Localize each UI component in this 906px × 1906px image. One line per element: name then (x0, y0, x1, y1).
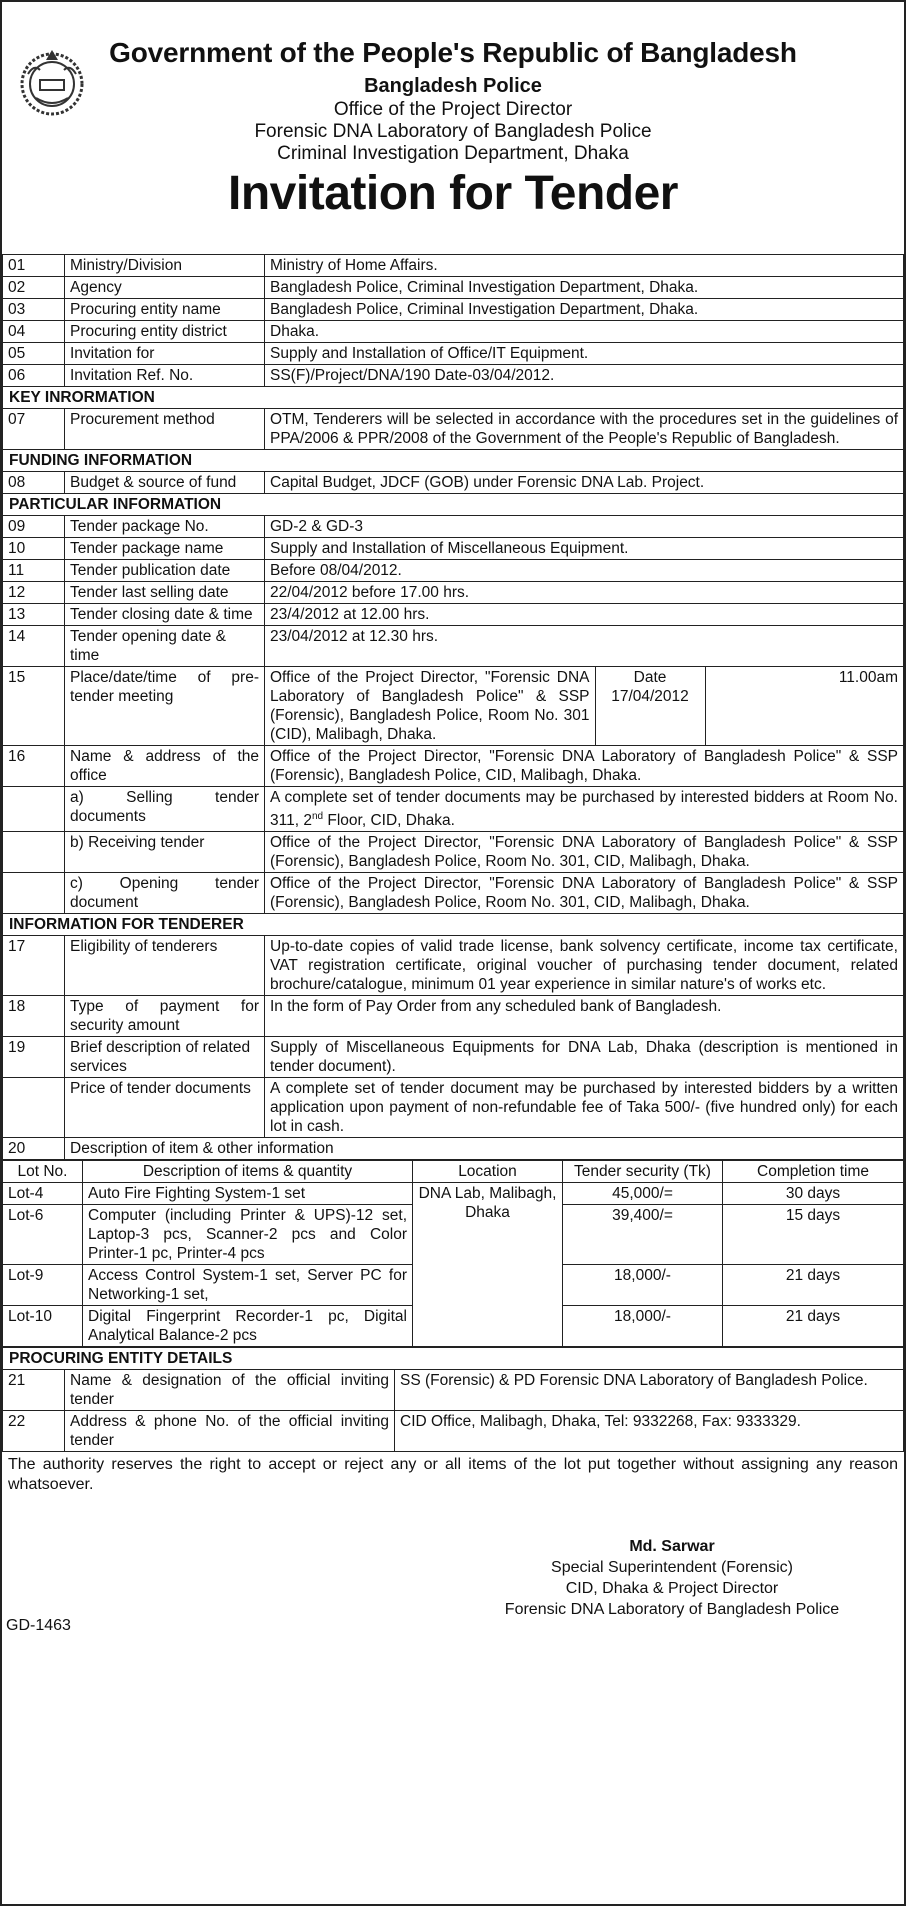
signatory-designation: Special Superintendent (Forensic) (551, 1559, 793, 1577)
table-row: 19 Brief description of related services Supply of Miscellaneous Equipments for DNA Lab, Dhaka (description is mentioned in tender document). (3, 1037, 904, 1078)
police-emblem-icon (14, 44, 90, 120)
procuring-table (2, 1347, 904, 1452)
table-row: 16 Name & address of the office Office of the Project Director, "Forensic DNA Laboratory of Bangladesh Police" & SSP (Forensic), Bangladesh Police, CID, Malibagh, Dhaka. (3, 746, 904, 787)
section-funding: FUNDING INFORMATION (3, 450, 904, 472)
lot-row: Lot-10 Digital Fingerprint Recorder-1 pc, Digital Analytical Balance-2 pcs 18,000/- 21 days (3, 1306, 904, 1347)
table-row: 22 Address & phone No. of the official inviting tender CID Office, Malibagh, Dhaka, Tel: 9332268, Fax: 9333329. (3, 1411, 904, 1452)
lot-row: Lot-9 Access Control System-1 set, Server PC for Networking-1 set, 18,000/- 21 days (3, 1265, 904, 1306)
table-row: 05 Invitation for Supply and Installation of Office/IT Equipment. (3, 343, 904, 365)
table-row: 11 Tender publication date Before 08/04/2012. (3, 560, 904, 582)
signatory-name: Md. Sarwar (629, 1538, 715, 1556)
office-line: Office of the Project Director (333, 98, 573, 120)
tender-table (2, 254, 904, 1160)
signatory-office: CID, Dhaka & Project Director (565, 1580, 779, 1598)
table-row: Price of tender documents A complete set of tender document may be purchased by interested bidders by a written application upon payment of non-refundable fee of Taka 500/- (five hundred only) for each lot in cash. (3, 1078, 904, 1138)
table-row: 07 Procurement method OTM, Tenderers will be selected in accordance with the procedures set in the guidelines of PPA/2006 & PPR/2008 of the Government of the People's Republic of Bangladesh. (3, 409, 904, 450)
lot-row: Lot-6 Computer (including Printer & UPS)-12 set, Laptop-3 pcs, Scanner-2 pcs and Color Printer-1 pc, Printer-4 pcs 39,400/= 15 days (3, 1205, 904, 1265)
pre-tender-meeting: Office of the Project Director, "Forensic DNA Laboratory of Bangladesh Police" & SSP (Forensic), Bangladesh Police, Room No. 301 (CID), Malibagh, Dhaka. Date 17/04/2012 11.00am (265, 667, 903, 745)
table-row: 08 Budget & source of fund Capital Budget, JDCF (GOB) under Forensic DNA Lab. Project. (3, 472, 904, 494)
table-row: 09 Tender package No. GD-2 & GD-3 (3, 516, 904, 538)
table-row: 14 Tender opening date & time 23/04/2012 at 12.30 hrs. (3, 626, 904, 667)
lot-location: DNA Lab, Malibagh, Dhaka (413, 1183, 563, 1347)
lot-header-row: Lot No. Description of items & quantity Location Tender security (Tk) Completion time (3, 1161, 904, 1183)
table-row: 20 Description of item & other information (3, 1138, 904, 1160)
table-row: 03 Procuring entity name Bangladesh Police, Criminal Investigation Department, Dhaka. (3, 299, 904, 321)
gd-number: GD-1463 (6, 1617, 71, 1635)
page-title: Invitation for Tender (228, 166, 678, 220)
table-row: 06 Invitation Ref. No. SS(F)/Project/DNA/190 Date-03/04/2012. (3, 365, 904, 387)
table-row: 21 Name & designation of the official inviting tender SS (Forensic) & PD Forensic DNA Laboratory of Bangladesh Police. (3, 1370, 904, 1411)
table-row: 04 Procuring entity district Dhaka. (3, 321, 904, 343)
table-row: 10 Tender package name Supply and Installation of Miscellaneous Equipment. (3, 538, 904, 560)
header (2, 2, 904, 254)
table-row: 15 Place/date/time of pre-tender meeting Office of the Project Director, "Forensic DNA Laboratory of Bangladesh Police" & SSP (Forensic), Bangladesh Police, Room No. 301 (CID), Malibagh, Dhaka. Date 17/04/2012 11.00am (3, 667, 904, 746)
table-row: 13 Tender closing date & time 23/4/2012 at 12.00 hrs. (3, 604, 904, 626)
department-line: Criminal Investigation Department, Dhaka (277, 143, 629, 165)
section-tenderer: INFORMATION FOR TENDERER (3, 914, 904, 936)
table-row: b) Receiving tender Office of the Project Director, "Forensic DNA Laboratory of Bangladesh Police" & SSP (Forensic), Bangladesh Police, Room No. 301, CID, Malibagh, Dhaka. (3, 832, 904, 873)
table-row: 02 Agency Bangladesh Police, Criminal Investigation Department, Dhaka. (3, 277, 904, 299)
table-row: 12 Tender last selling date 22/04/2012 before 17.00 hrs. (3, 582, 904, 604)
table-row: c) Opening tender document Office of the Project Director, "Forensic DNA Laboratory of Bangladesh Police" & SSP (Forensic), Bangladesh Police, Room No. 301, CID, Malibagh, Dhaka. (3, 873, 904, 914)
table-row: a) Selling tender documents A complete set of tender documents may be purchased by interested bidders at Room No. 311, 2nd Floor, CID, Dhaka. (3, 787, 904, 832)
signatory-lab: Forensic DNA Laboratory of Bangladesh Police (504, 1601, 840, 1619)
lot-table (2, 1160, 904, 1347)
section-procuring: PROCURING ENTITY DETAILS (3, 1348, 904, 1370)
gov-title: Government of the People's Republic of Bangladesh (109, 37, 797, 68)
table-row: 18 Type of payment for security amount In the form of Pay Order from any scheduled bank of Bangladesh. (3, 996, 904, 1037)
section-particular: PARTICULAR INFORMATION (3, 494, 904, 516)
footer-disclaimer: The authority reserves the right to accept or reject any or all items of the lot put together without assigning any reason whatsoever. (8, 1456, 898, 1494)
agency-title: Bangladesh Police (364, 75, 542, 98)
section-key-information: KEY INRORMATION (3, 387, 904, 409)
signature-block (2, 1510, 904, 1640)
lot-row: Lot-4 Auto Fire Fighting System-1 set DNA Lab, Malibagh, Dhaka 45,000/= 30 days (3, 1183, 904, 1205)
table-row: 17 Eligibility of tenderers Up-to-date copies of valid trade license, bank solvency certificate, income tax certificate, VAT registration certificate, original voucher of purchasing tender document, related brochure/catalogue, minimum 01 year experience in similar nature's of works etc. (3, 936, 904, 996)
lab-line: Forensic DNA Laboratory of Bangladesh Police (254, 121, 652, 143)
table-row: 01 Ministry/Division Ministry of Home Affairs. (3, 255, 904, 277)
